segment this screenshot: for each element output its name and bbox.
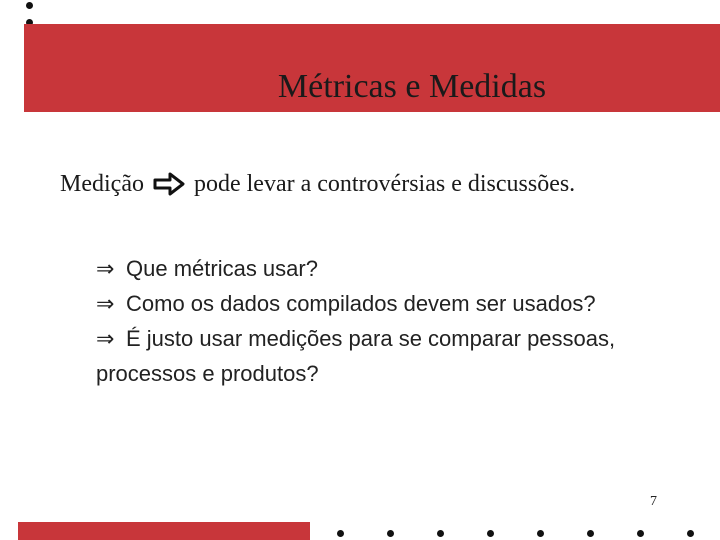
dot <box>537 530 544 537</box>
bullet-item <box>96 252 696 287</box>
page-number: 7 <box>650 494 657 509</box>
main-text: pode levar a controvérsias e discussões. <box>193 170 576 197</box>
implies-arrow-icon: ⇒ <box>96 292 115 317</box>
implies-arrow-icon: ⇒ <box>96 257 115 282</box>
bullet-text: Como os dados compilados devem ser usados? <box>126 291 596 316</box>
main-term: Medição <box>60 170 144 197</box>
implies-arrow-icon: ⇒ <box>96 327 115 352</box>
dot <box>637 530 644 537</box>
bottom-accent-bar <box>18 522 310 540</box>
dot <box>337 530 344 537</box>
slide-title: Métricas e Medidas <box>277 68 547 105</box>
bullet-item <box>96 322 696 357</box>
main-statement <box>60 170 575 198</box>
dot <box>487 530 494 537</box>
bullet-list <box>96 252 696 391</box>
dot <box>687 530 694 537</box>
dot <box>26 2 33 9</box>
dot <box>587 530 594 537</box>
hollow-right-arrow-icon <box>152 170 188 198</box>
bullet-item <box>96 287 696 322</box>
dot <box>437 530 444 537</box>
bullet-text: Que métricas usar? <box>126 256 318 281</box>
title-bar <box>24 24 720 112</box>
bullet-continuation: processos e produtos? <box>96 361 319 386</box>
bullet-text: É justo usar medições para se comparar pessoas, <box>126 326 616 351</box>
dot <box>387 530 394 537</box>
